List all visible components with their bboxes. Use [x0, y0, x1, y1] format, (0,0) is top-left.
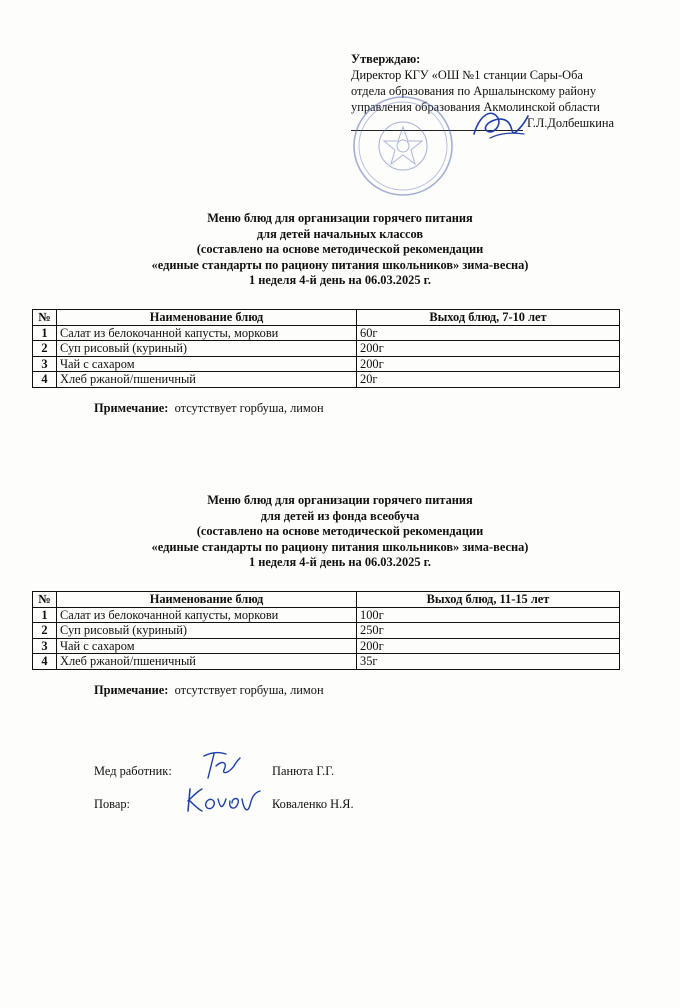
column-header-dish: Наименование блюд [57, 310, 357, 326]
row-number: 3 [33, 638, 57, 654]
column-header-num: № [33, 592, 57, 608]
column-header-dish: Наименование блюд [57, 592, 357, 608]
dish-name: Суп рисовый (куриный) [57, 341, 357, 357]
menu-primary-date-line: 1 неделя 4-й день на 06.03.2025 г. [248, 273, 432, 287]
dish-output: 200г [357, 638, 620, 654]
med-worker-name: Панюта Г.Г. [272, 764, 335, 778]
approval-line-department: отдела образования по Аршалынскому району [351, 84, 597, 98]
dish-output: 200г [357, 341, 620, 357]
cook-signature-icon [182, 783, 264, 817]
table-row [33, 623, 620, 639]
menu-primary-title [0, 211, 680, 289]
row-number: 4 [33, 372, 57, 388]
dish-name: Суп рисовый (куриный) [57, 623, 357, 639]
note-text: отсутствует горбуша, лимон [174, 683, 324, 697]
table-header-row [33, 310, 620, 326]
table-row [33, 638, 620, 654]
note-text: отсутствует горбуша, лимон [174, 401, 324, 415]
dish-output: 250г [357, 623, 620, 639]
menu-primary-title-line: (составлено на основе методической рекомендации [196, 242, 484, 256]
menu-fund-title-line: для детей из фонда всеобуча [260, 508, 420, 523]
menu-fund-date-line: 1 неделя 4-й день на 06.03.2025 г. [248, 555, 432, 569]
menu-fund-note [94, 683, 324, 698]
menu-fund-title-line: «единые стандарты по рациону питания школьников» зима-весна) [151, 539, 529, 554]
column-header-num: № [33, 310, 57, 326]
menu-primary-title-line: «единые стандарты по рациону питания школьников» зима-весна) [151, 257, 529, 272]
dish-output: 200г [357, 356, 620, 372]
menu-fund-title [0, 493, 680, 571]
dish-output: 20г [357, 372, 620, 388]
cook-name: Коваленко Н.Я. [272, 797, 354, 811]
table-row [33, 341, 620, 357]
table-header-row [33, 592, 620, 608]
menu-primary-table [32, 309, 620, 388]
row-number: 2 [33, 341, 57, 357]
cook-role: Повар: [94, 797, 130, 811]
dish-name: Салат из белокочанной капусты, моркови [57, 607, 357, 623]
row-number: 3 [33, 356, 57, 372]
menu-fund-table [32, 591, 620, 670]
note-label: Примечание: [94, 401, 169, 415]
approval-heading: Утверждаю: [351, 52, 421, 66]
menu-primary-title-line: для детей начальных классов [256, 226, 424, 241]
column-header-output: Выход блюд, 7-10 лет [357, 310, 620, 326]
med-worker-role: Мед работник: [94, 764, 172, 778]
approval-signer-name: Г.Л.Долбешкина [527, 116, 614, 130]
dish-name: Чай с сахаром [57, 356, 357, 372]
row-number: 1 [33, 325, 57, 341]
menu-primary-title-line: Меню блюд для организации горячего питания [207, 211, 473, 225]
approval-line-administration: управления образования Акмолинской области [351, 100, 600, 114]
dish-output: 35г [357, 654, 620, 670]
note-label: Примечание: [94, 683, 169, 697]
table-row [33, 356, 620, 372]
dish-name: Хлеб ржаной/пшеничный [57, 654, 357, 670]
menu-fund-title-line: (составлено на основе методической рекомендации [196, 524, 484, 538]
director-signature-icon [470, 104, 532, 144]
column-header-output: Выход блюд, 11-15 лет [357, 592, 620, 608]
table-row [33, 607, 620, 623]
row-number: 4 [33, 654, 57, 670]
approval-line-director: Директор КГУ «ОШ №1 станции Сары-Оба [351, 68, 583, 82]
dish-output: 60г [357, 325, 620, 341]
dish-name: Хлеб ржаной/пшеничный [57, 372, 357, 388]
table-row [33, 325, 620, 341]
menu-primary-note [94, 401, 324, 416]
row-number: 2 [33, 623, 57, 639]
row-number: 1 [33, 607, 57, 623]
table-row [33, 654, 620, 670]
dish-name: Чай с сахаром [57, 638, 357, 654]
menu-fund-title-line: Меню блюд для организации горячего питания [207, 493, 473, 507]
official-seal-icon [352, 95, 454, 197]
table-row [33, 372, 620, 388]
med-worker-signature-icon [198, 748, 242, 782]
dish-name: Салат из белокочанной капусты, моркови [57, 325, 357, 341]
dish-output: 100г [357, 607, 620, 623]
